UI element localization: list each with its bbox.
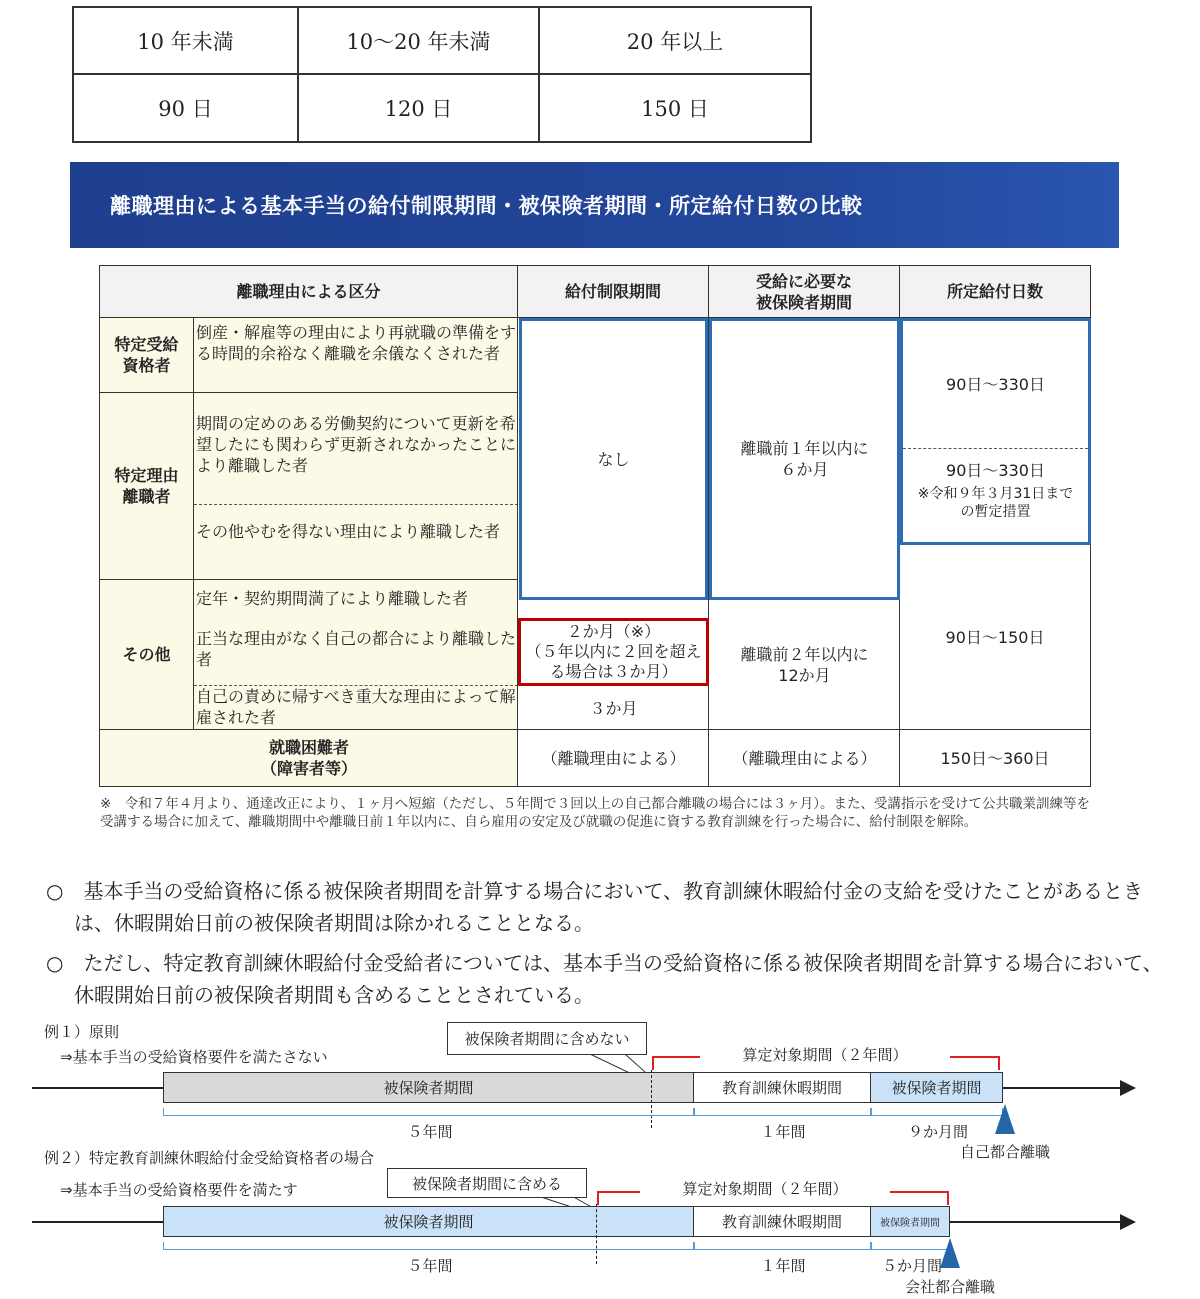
restriction-none: なし — [519, 318, 708, 600]
example2-axis-arrow-icon — [1120, 1214, 1136, 1230]
example1-brace-2 — [694, 1108, 871, 1116]
group-tokutei-jukyu: 特定受給 資格者 — [100, 318, 194, 393]
reason-r1: 倒産・解雇等の理由により再就職の準備をする時間的余裕なく離職を余儀なくされた者 — [194, 318, 518, 393]
example1-len-2: １年間 — [760, 1123, 806, 1141]
example2-subtitle: ⇒基本手当の受給資格要件を満たす — [60, 1181, 298, 1199]
example2-bar-training: 教育訓練休暇期間 — [693, 1206, 871, 1237]
example2-callout: 被保険者期間に含める — [387, 1168, 587, 1198]
difficult-label — [261, 737, 357, 779]
group-difficult — [100, 730, 518, 786]
example2-marker-icon — [940, 1238, 960, 1268]
example2-bar-insured: 被保険者期間 — [163, 1206, 694, 1237]
paragraph-1: ○ 基本手当の受給資格に係る被保険者期間を計算する場合において、教育訓練休暇給付金の支給を受けたことがあるときは、休暇開始日前の被保険者期間は除かれることとなる。 — [46, 879, 1144, 935]
example1-callout: 被保険者期間に含めない — [447, 1022, 647, 1055]
reason-r4: 定年・契約期間満了により離職した者 — [194, 580, 518, 618]
days-d2: 90日～330日 — [946, 461, 1045, 480]
example1-brace-1 — [163, 1108, 694, 1116]
example1-axis-arrow-icon — [1120, 1080, 1136, 1096]
section-title: 離職理由による基本手当の給付制限期間・被保険者期間・所定給付日数の比較 — [110, 194, 863, 218]
reason-r5: 正当な理由がなく自己の都合により離職した者 — [194, 618, 518, 686]
header-benefit-days: 所定給付日数 — [900, 266, 1090, 318]
top-table-value-1: 90 日 — [72, 73, 299, 143]
example1-brace-3 — [871, 1108, 1003, 1116]
example1-calc-label: 算定対象期間（２年間） — [700, 1044, 950, 1065]
example1-bar-insured: 被保険者期間 — [163, 1072, 694, 1103]
section-banner — [70, 162, 1119, 248]
example2-len-1: ５年間 — [407, 1257, 453, 1275]
top-table-header-1: 10 年未満 — [72, 6, 299, 75]
example1-event: 自己都合離職 — [959, 1143, 1050, 1161]
footnote: ※ 令和７年４月より、通達改正により、１ヶ月へ短縮（ただし、５年間で３回以上の自己都合離職の場合には３ヶ月）。また、受講指示を受けて公共職業訓練等を受講する場合に加えて、離職期間中や離職日前１年以内に、自ら雇用の安定及び就職の促進に資する教育訓練を行った場合に、給付制限を解除。 — [100, 796, 1091, 830]
example1-len-1: ５年間 — [407, 1123, 453, 1141]
example2-len-3: ５か月間 — [881, 1257, 942, 1275]
example2-brace-2 — [694, 1242, 871, 1250]
days-d2-cell — [903, 450, 1088, 542]
top-table-value-2: 120 日 — [297, 73, 540, 143]
header-insured-period: 受給に必要な 被保険者期間 — [709, 266, 900, 318]
days-d3: 90日～150日 — [945, 627, 1045, 647]
days-d1: 90日～330日 — [903, 321, 1088, 449]
example2-brace-3 — [871, 1242, 950, 1250]
difficult-text: 就職困難者 （障害者等） — [260, 738, 357, 778]
example2-bar-insured-2: 被保険者期間 — [870, 1206, 950, 1237]
paragraph-2: ○ ただし、特定教育訓練休暇給付金受給者については、基本手当の受給資格に係る被保険者期間を計算する場合において、休暇開始日前の被保険者期間も含めることとされている。 — [46, 951, 1163, 1007]
example1-len-3: ９か月間 — [907, 1123, 968, 1141]
restriction-three-months: ３か月 — [589, 699, 638, 718]
top-table-header-2: 10～20 年未満 — [297, 6, 540, 75]
example2-brace-1 — [163, 1242, 694, 1250]
days-d4: 150日～360日 — [940, 748, 1050, 768]
restriction-by-reason: （離職理由による） — [541, 748, 686, 768]
restriction-two-months: ２か月（※） （５年以内に２回を超える場合は３か月） — [518, 618, 709, 686]
reason-r6: 自己の責めに帰すべき重大な理由によって解雇された者 — [194, 686, 518, 730]
header-category: 離職理由による区分 — [100, 266, 518, 318]
example2-calc-label: 算定対象期間（２年間） — [640, 1178, 890, 1199]
group-tokutei-riyu: 特定理由 離職者 — [100, 393, 194, 580]
example1-title: 例１）原則 — [44, 1023, 120, 1041]
insured-by-reason: （離職理由による） — [732, 748, 877, 768]
example1-bar-insured-2: 被保険者期間 — [870, 1072, 1003, 1103]
reason-r3: その他やむを得ない理由により離職した者 — [194, 505, 518, 580]
example2-len-2: １年間 — [760, 1257, 806, 1275]
top-table-value-3: 150 日 — [538, 73, 812, 143]
example1-subtitle: ⇒基本手当の受給資格要件を満たさない — [60, 1048, 328, 1066]
top-table-header-3: 20 年以上 — [538, 6, 812, 75]
header-restriction: 給付制限期間 — [518, 266, 709, 318]
insured-two-year: 離職前２年以内に 12か月 — [740, 644, 869, 685]
example1-bar-training: 教育訓練休暇期間 — [693, 1072, 871, 1103]
example1-marker-icon — [995, 1104, 1015, 1134]
example2-dashed-divider — [596, 1204, 597, 1264]
reason-r2: 期間の定めのある労働契約について更新を希望したにも関わらず更新されなかったことにより離職した者 — [194, 393, 518, 505]
group-other: その他 — [100, 580, 194, 730]
example1-dashed-divider — [651, 1070, 652, 1128]
days-d2-note: ※令和９年３月31日までの暫定措置 — [917, 486, 1074, 520]
insured-one-year: 離職前１年以内に ６か月 — [709, 318, 900, 600]
example2-event: 会社都合離職 — [904, 1278, 995, 1296]
example2-title: 例２）特定教育訓練休暇給付金受給資格者の場合 — [44, 1149, 375, 1167]
